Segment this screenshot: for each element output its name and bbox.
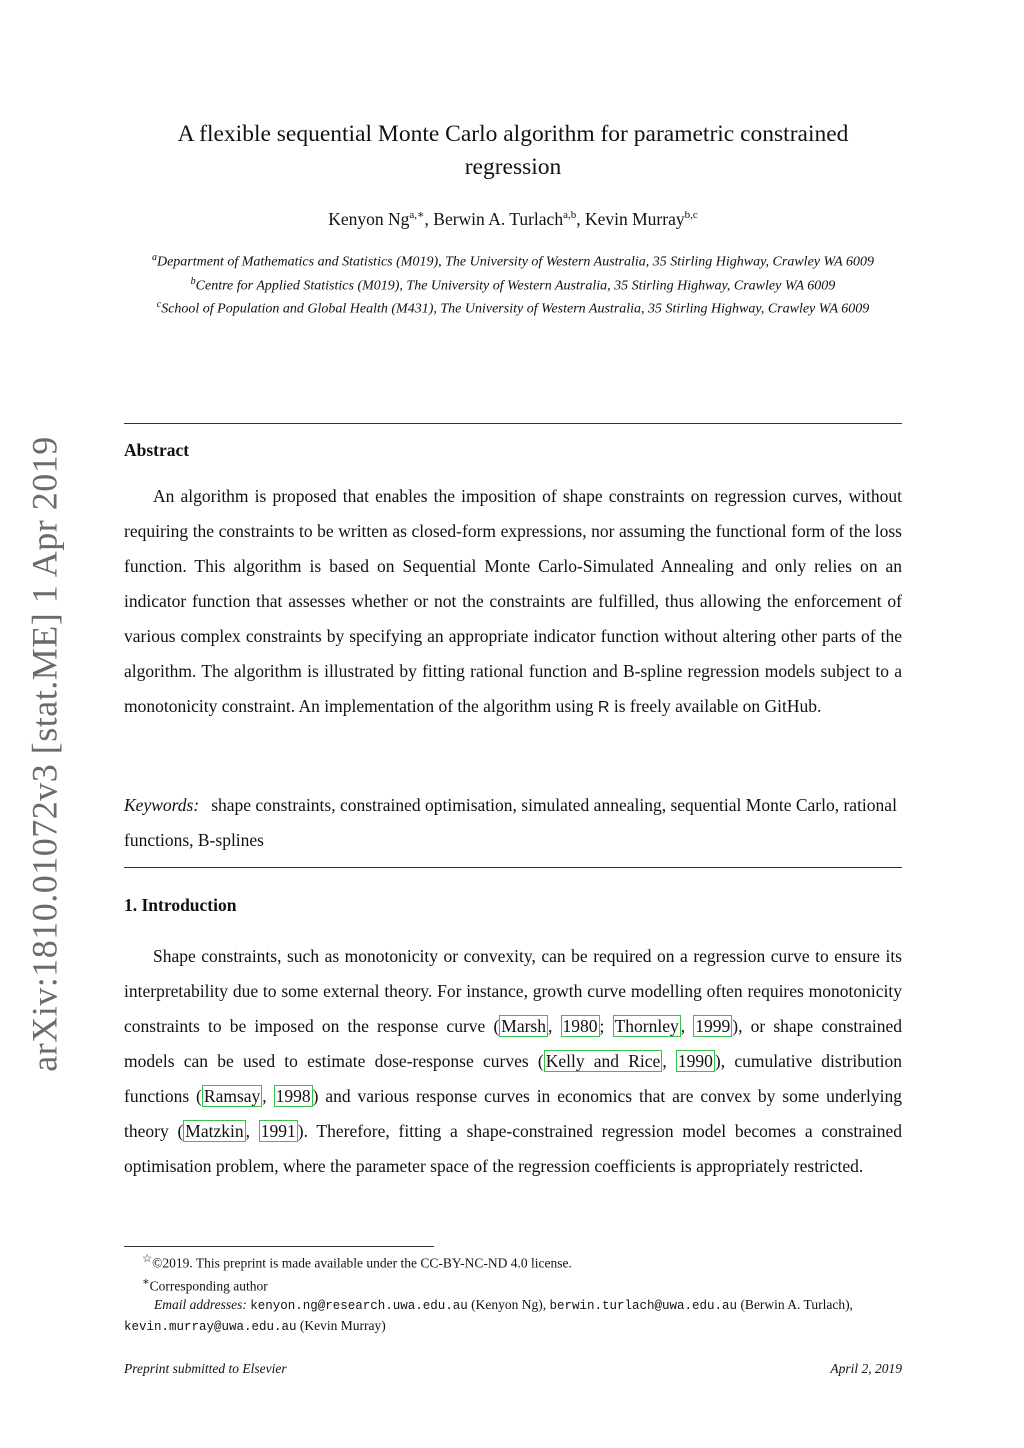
footer-date: April 2, 2019 bbox=[830, 1361, 902, 1376]
citation-link-marsh[interactable]: Marsh bbox=[501, 1016, 546, 1036]
email-owner: (Kenyon Ng), bbox=[467, 1297, 550, 1312]
section-heading-introduction: 1. Introduction bbox=[124, 895, 237, 915]
citation-separator: ; bbox=[599, 1016, 605, 1036]
affiliation-text: School of Population and Global Health (M431), The University of Western Australia, 35 Stirling Highway, Crawley WA 6009 bbox=[161, 301, 870, 317]
footnote-emails bbox=[124, 1295, 902, 1337]
citation-comma: , bbox=[680, 1016, 694, 1036]
author-name: Kenyon Ng bbox=[328, 208, 410, 229]
affiliation-mark: a bbox=[151, 252, 157, 263]
paper-title bbox=[124, 118, 902, 184]
abstract-body bbox=[124, 479, 902, 725]
affiliation bbox=[124, 272, 902, 296]
intro-text: Shape constraints, such as monotonicity or convexity, can be required on a regression curve to ensure its interpretability due to some external theory. For instance, growth curve modelling often requires monotonicity constraints to be imposed on the response curve ( bbox=[124, 946, 902, 1036]
abstract-bottom-rule bbox=[124, 867, 902, 868]
affiliation-text: Department of Mathematics and Statistics (M019), The University of Western Australia, 35 Stirling Highway, Crawley WA 6009 bbox=[156, 254, 874, 270]
abstract-text-end: is freely available on GitHub. bbox=[613, 696, 822, 716]
abstract-text: An algorithm is proposed that enables the imposition of shape constraints on regression curves, without requiring the constraints to be written as closed-form expressions, nor assuming the functional form of the loss function. This algorithm is based on Sequential Monte Carlo-Simulated Annealing and only relies on an indicator function that assesses whether or not the constraints are fulfilled, thus allowing the enforcement of various complex constraints by specifying an appropriate indicator function without altering other parts of the algorithm. The algorithm is illustrated by fitting rational function and B-spline regression models subject to a monotonicity constraint. An implementation of the algorithm using bbox=[124, 486, 902, 716]
author-name: Berwin A. Turlach bbox=[433, 208, 564, 229]
affiliation bbox=[124, 295, 902, 319]
author-separator: , bbox=[424, 208, 434, 229]
keywords-label: Keywords: bbox=[124, 795, 200, 815]
keywords-text: shape constraints, constrained optimisation, simulated annealing, sequential Monte Carlo, rational functions, B-splines bbox=[124, 795, 897, 850]
footer-journal: Preprint submitted to Elsevier bbox=[124, 1361, 287, 1376]
email-link-berwin[interactable]: berwin.turlach@uwa.edu.au bbox=[549, 1299, 738, 1313]
email-owner: (Kevin Murray) bbox=[296, 1318, 386, 1333]
affiliation-mark: c bbox=[156, 299, 162, 311]
footnote-license bbox=[124, 1250, 902, 1273]
intro-text: ), or shape constrained models can be used to estimate dose-response curves ( bbox=[124, 1016, 902, 1071]
citation-comma: , bbox=[548, 1016, 561, 1036]
license-text: ©2019. This preprint is made available under the CC-BY-NC-ND 4.0 license. bbox=[152, 1255, 572, 1271]
author-marks: a,b bbox=[563, 209, 577, 221]
citation-link-ramsay[interactable]: Ramsay bbox=[203, 1086, 261, 1106]
author-name: Kevin Murray bbox=[584, 208, 685, 229]
title-line-2: regression bbox=[464, 154, 562, 180]
citation-comma: , bbox=[662, 1051, 676, 1071]
intro-text: ), cumulative distribution functions ( bbox=[124, 1051, 902, 1106]
footnote-rule bbox=[124, 1246, 434, 1247]
abstract-heading: Abstract bbox=[124, 440, 190, 460]
keywords bbox=[124, 788, 902, 858]
arxiv-identifier: arXiv:1810.01072v3 [stat.ME] 1 Apr 2019 bbox=[25, 436, 65, 1072]
citation-link-1980[interactable]: 1980 bbox=[562, 1016, 598, 1036]
star-footnote-mark: ☆ bbox=[142, 1253, 153, 1265]
footnotes bbox=[124, 1250, 902, 1337]
affiliation-mark: b bbox=[190, 275, 196, 287]
intro-text: ). Therefore, fitting a shape-constrained regression model becomes a constrained optimisation problem, where the parameter space of the regression coefficients is appropriately restricted. bbox=[124, 1121, 903, 1176]
r-language-symbol: R bbox=[597, 699, 610, 716]
arxiv-side-stamp bbox=[16, 436, 74, 1072]
citation-link-1999[interactable]: 1999 bbox=[695, 1016, 731, 1036]
email-owner: (Berwin A. Turlach), bbox=[737, 1297, 853, 1312]
corresponding-text: Corresponding author bbox=[149, 1278, 268, 1293]
affiliation-list bbox=[124, 248, 902, 319]
email-link-kenyon[interactable]: kenyon.ng@research.uwa.edu.au bbox=[250, 1299, 468, 1313]
citation-link-kelly-rice[interactable]: Kelly and Rice bbox=[545, 1051, 661, 1071]
footnote-corresponding bbox=[124, 1273, 902, 1296]
citation-comma: , bbox=[262, 1086, 274, 1106]
affiliation-text: Centre for Applied Statistics (M019), The University of Western Australia, 35 Stirling Highway, Crawley WA 6009 bbox=[195, 278, 836, 294]
author-separator: , bbox=[576, 208, 585, 229]
introduction-body bbox=[124, 939, 902, 1184]
corresponding-footnote-mark: ∗ bbox=[142, 1275, 150, 1288]
email-link-kevin[interactable]: kevin.murray@uwa.edu.au bbox=[124, 1320, 297, 1334]
author-list bbox=[124, 208, 902, 230]
title-line-1: A flexible sequential Monte Carlo algorithm for parametric constrained bbox=[177, 121, 849, 147]
email-label: Email addresses: bbox=[154, 1297, 247, 1312]
citation-link-1998[interactable]: 1998 bbox=[275, 1086, 311, 1106]
author-marks: a,∗ bbox=[409, 209, 425, 221]
page-footer bbox=[124, 1361, 902, 1377]
citation-link-1991[interactable]: 1991 bbox=[260, 1121, 296, 1141]
citation-link-matzkin[interactable]: Matzkin bbox=[185, 1121, 244, 1141]
citation-link-1990[interactable]: 1990 bbox=[677, 1051, 713, 1071]
citation-comma: , bbox=[245, 1121, 259, 1141]
intro-text: ) and various response curves in economics that are convex by some underlying theory ( bbox=[124, 1086, 902, 1141]
citation-link-thornley[interactable]: Thornley bbox=[614, 1016, 679, 1036]
author-marks: b,c bbox=[684, 209, 698, 221]
affiliation bbox=[124, 248, 902, 272]
abstract-top-rule bbox=[124, 423, 902, 424]
